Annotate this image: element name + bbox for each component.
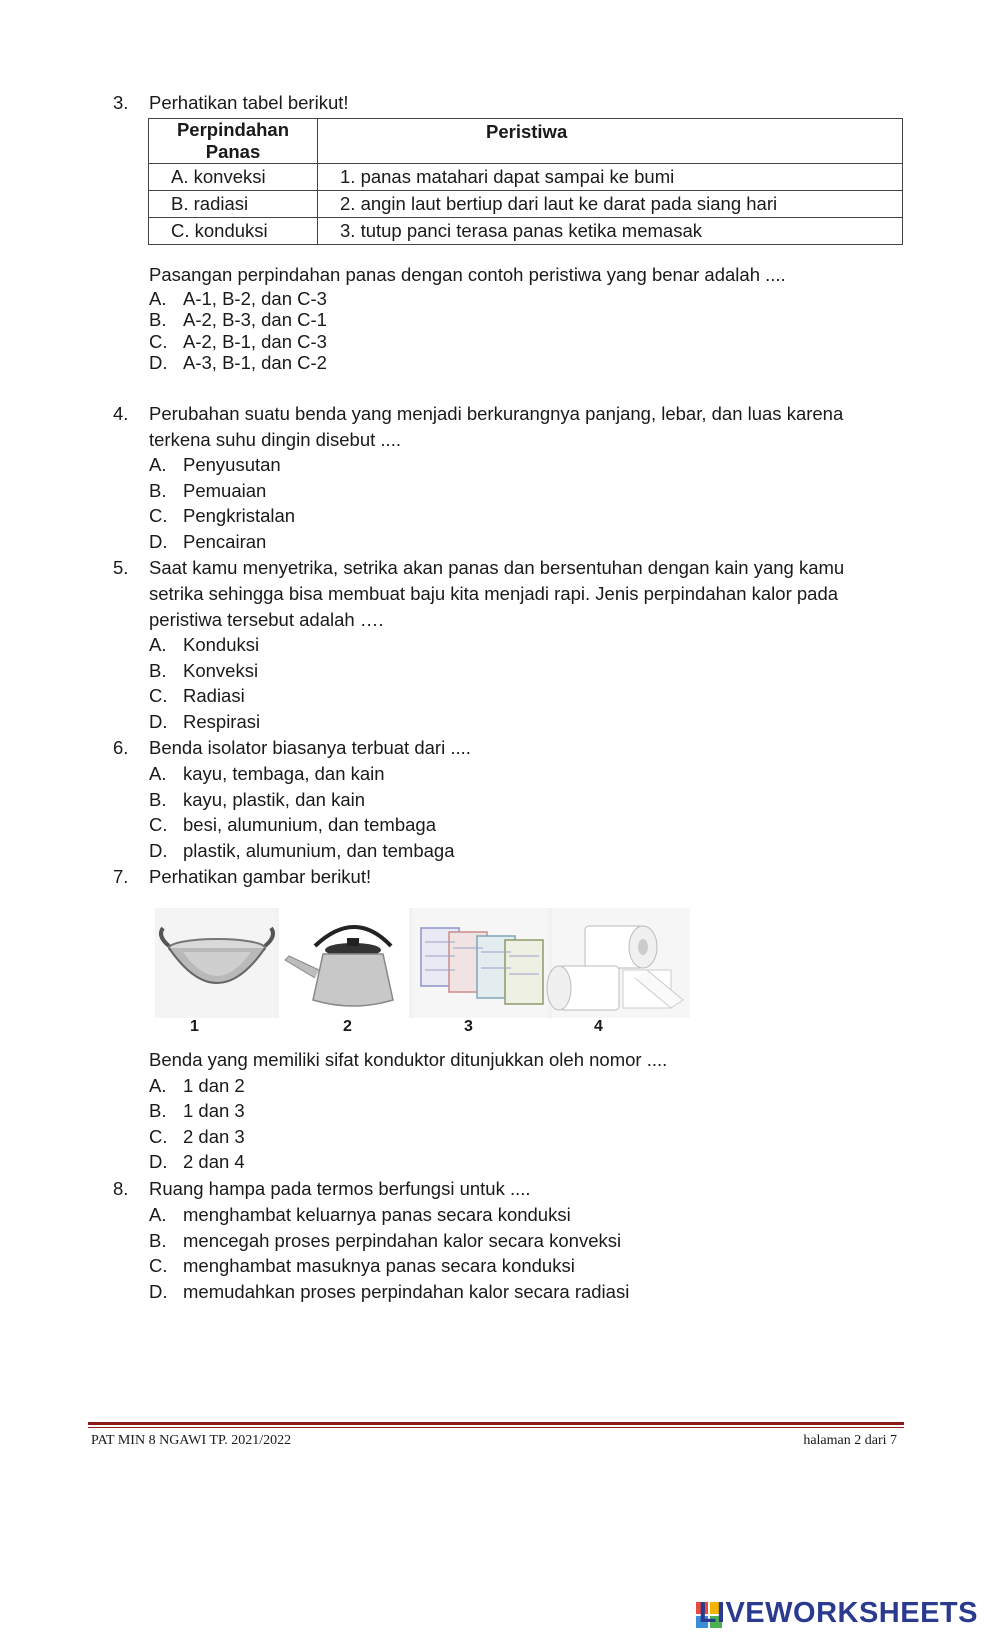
question-prompt: Benda yang memiliki sifat konduktor ditunjukkan oleh nomor ....	[149, 1049, 668, 1070]
footer-exam-label: PAT MIN 8 NGAWI TP. 2021/2022	[91, 1433, 292, 1448]
footer-divider	[88, 1422, 904, 1425]
option-a[interactable]: A. A-1, B-2, dan C-3	[149, 287, 327, 309]
option-d[interactable]: D. Pencairan	[149, 530, 267, 552]
question-text: Ruang hampa pada termos berfungsi untuk ....	[149, 1178, 531, 1199]
option-c[interactable]: C. besi, alumunium, dan tembaga	[149, 814, 436, 836]
option-d[interactable]: D. Respirasi	[149, 710, 261, 732]
cloth-towels-image	[413, 908, 548, 1018]
table-row	[149, 218, 903, 245]
table-cell-event: 1. panas matahari dapat sampai ke bumi	[318, 164, 903, 191]
option-a[interactable]: A. menghambat keluarnya panas secara konduksi	[149, 1204, 571, 1225]
option-c[interactable]: C. menghambat masuknya panas secara konduksi	[149, 1255, 575, 1277]
table-row	[149, 191, 903, 218]
question-7-body	[149, 1047, 667, 1175]
option-b[interactable]: B. Konveksi	[149, 659, 259, 681]
question-text: Benda isolator biasanya terbuat dari ....	[149, 737, 471, 758]
question-number: 8.	[113, 1178, 129, 1199]
question-number: 6.	[113, 737, 129, 758]
question-8	[113, 1176, 531, 1202]
option-b[interactable]: B. 1 dan 3	[149, 1100, 245, 1122]
picture-label: 2	[343, 1018, 352, 1035]
picture-label: 3	[464, 1018, 473, 1035]
option-b[interactable]: B. mencegah proses perpindahan kalor secara konveksi	[149, 1229, 622, 1251]
picture-label: 1	[190, 1018, 199, 1035]
tissue-rolls-image	[547, 908, 690, 1018]
question-prompt: Pasangan perpindahan panas dengan contoh peristiwa yang benar adalah ....	[149, 264, 786, 285]
heat-transfer-table	[148, 118, 903, 245]
question-5	[113, 555, 845, 630]
question-text: Saat kamu menyetrika, setrika akan panas dan bersentuhan dengan kain yang kamu setrika sehingga bisa membuat baju kita menjadi rapi. Jenis perpindahan kalor pada peristiwa tersebut adalah ….	[149, 557, 845, 630]
option-d[interactable]: D. memudahkan proses perpindahan kalor secara radiasi	[149, 1280, 630, 1302]
question-4-options	[149, 452, 295, 554]
option-a[interactable]: A. Penyusutan	[149, 454, 281, 475]
footer-divider-thin	[88, 1427, 904, 1428]
question-4	[113, 401, 844, 450]
question-3	[113, 90, 349, 116]
question-text: Perhatikan gambar berikut!	[149, 866, 372, 887]
kettle-image	[279, 908, 409, 1018]
footer-page-number: halaman 2 dari 7	[803, 1433, 897, 1448]
liveworksheets-brand[interactable]: LIVEWORKSHEETS	[698, 1597, 978, 1629]
question-number: 7.	[113, 866, 129, 887]
table-cell-type: C. konduksi	[149, 218, 318, 245]
table-cell-type: A. konveksi	[149, 164, 318, 191]
table-row	[149, 164, 903, 191]
option-b[interactable]: B. Pemuaian	[149, 479, 267, 501]
objects-picture	[155, 908, 690, 1018]
option-c[interactable]: C. Pengkristalan	[149, 505, 296, 527]
picture-label: 4	[594, 1018, 603, 1035]
question-number: 4.	[113, 403, 129, 424]
question-6	[113, 735, 471, 761]
option-d[interactable]: D. plastik, alumunium, dan tembaga	[149, 839, 455, 861]
table-cell-event: 3. tutup panci terasa panas ketika memasak	[318, 218, 903, 245]
option-c[interactable]: C. 2 dan 3	[149, 1125, 245, 1147]
question-3-body	[149, 262, 786, 374]
question-text: Perubahan suatu benda yang menjadi berkurangnya panjang, lebar, dan luas karena terkena suhu dingin disebut ....	[149, 403, 844, 450]
option-c[interactable]: C. A-2, B-1, dan C-3	[149, 330, 327, 352]
wok-image	[155, 908, 275, 1018]
option-b[interactable]: B. kayu, plastik, dan kain	[149, 788, 366, 810]
option-a[interactable]: A. 1 dan 2	[149, 1074, 245, 1096]
question-6-options	[149, 761, 454, 863]
option-d[interactable]: D. A-3, B-1, dan C-2	[149, 352, 327, 374]
option-a[interactable]: A. Konduksi	[149, 634, 260, 655]
question-number: 5.	[113, 557, 129, 578]
option-d[interactable]: D. 2 dan 4	[149, 1151, 245, 1173]
option-a[interactable]: A. kayu, tembaga, dan kain	[149, 763, 385, 784]
question-7	[113, 864, 372, 890]
question-number: 3.	[113, 92, 129, 113]
table-cell-event: 2. angin laut bertiup dari laut ke darat pada siang hari	[318, 191, 903, 218]
option-b[interactable]: B. A-2, B-3, dan C-1	[149, 309, 327, 331]
table-cell-type: B. radiasi	[149, 191, 318, 218]
table-header-event: Peristiwa	[318, 119, 903, 164]
question-text: Perhatikan tabel berikut!	[149, 92, 349, 113]
table-header-transfer: Perpindahan Panas	[149, 119, 318, 164]
question-8-options	[149, 1202, 629, 1304]
option-c[interactable]: C. Radiasi	[149, 685, 245, 707]
question-5-options	[149, 632, 260, 734]
